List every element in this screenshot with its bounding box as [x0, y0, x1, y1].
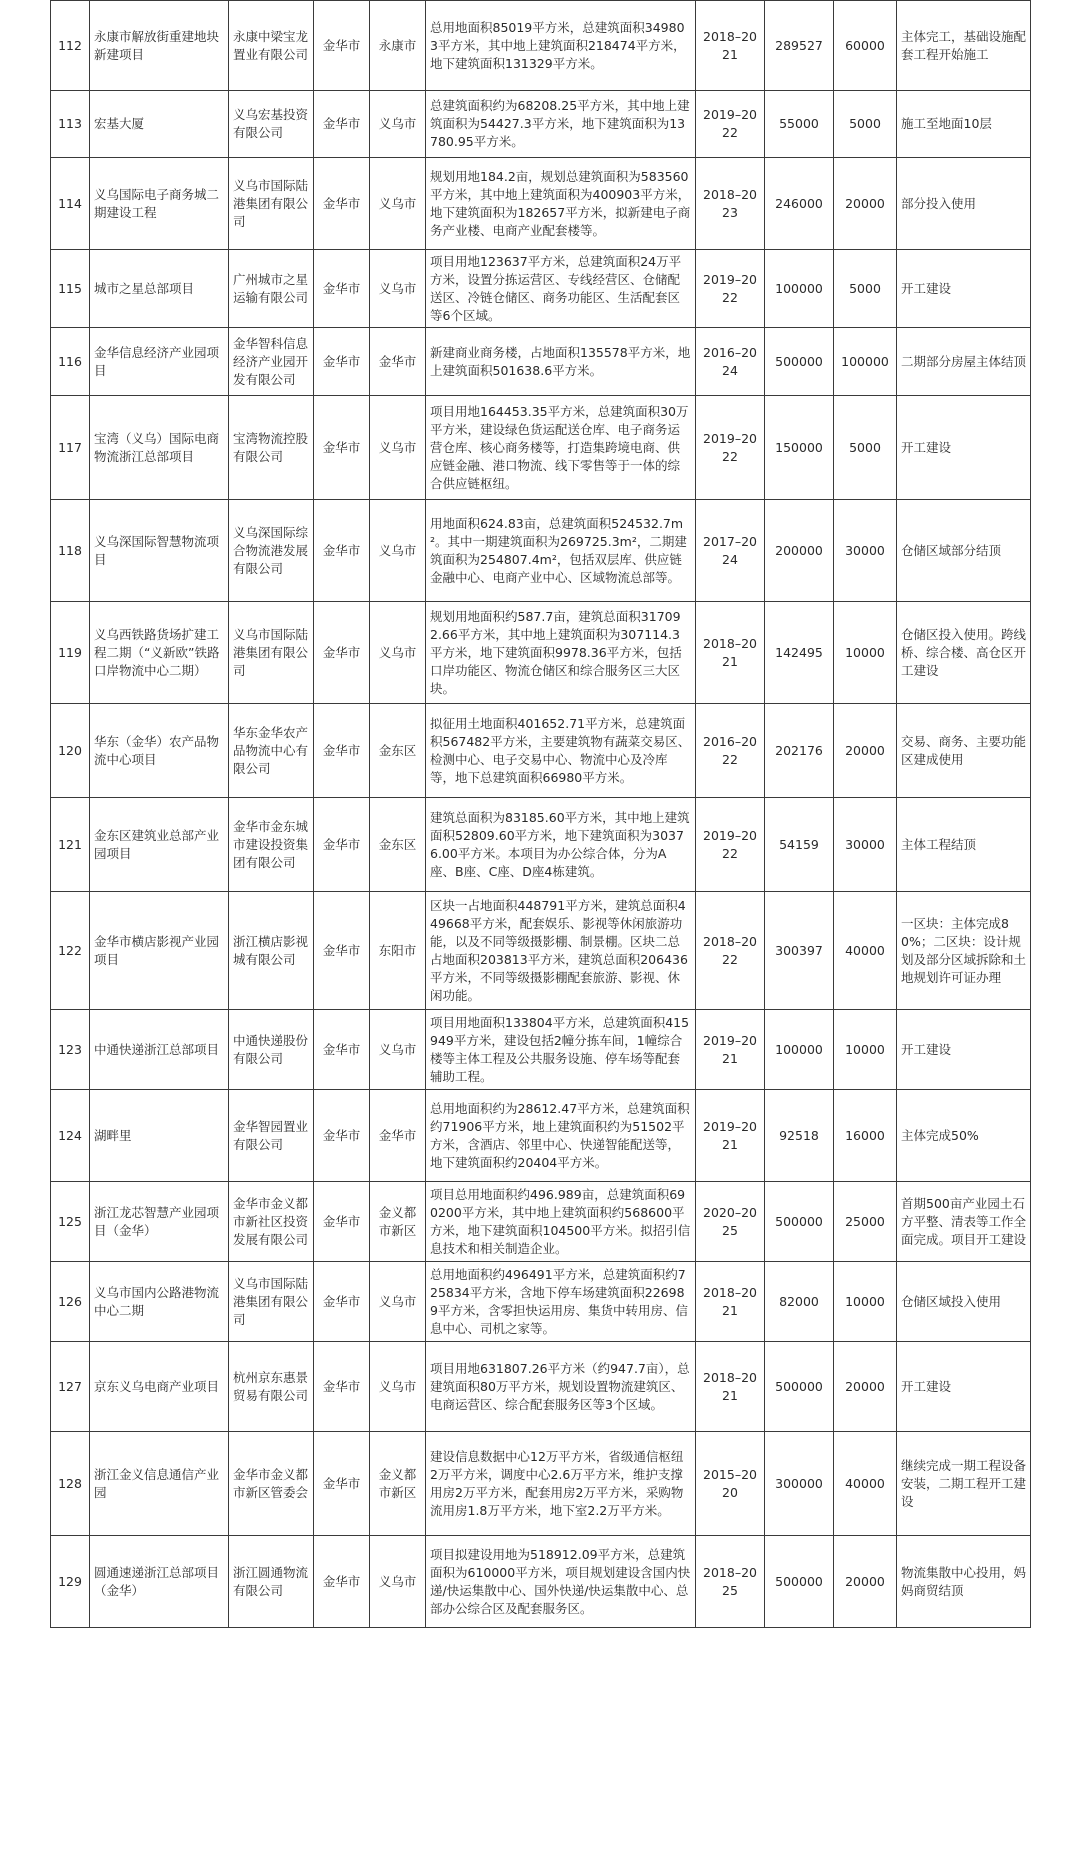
- project-description: 建设信息数据中心12万平方米，省级通信枢纽2万平方米，调度中心2.6万平方米，维护支撑用房2万平方米，配套用房2万平方米，采购物流用房1.8万平方米，地下室2.2万平方米。: [426, 1432, 696, 1536]
- row-number: 124: [51, 1090, 90, 1182]
- construction-period: 2018–2022: [696, 892, 765, 1010]
- construction-period: 2018–2021: [696, 1, 765, 91]
- city-name: 金华市: [314, 158, 370, 250]
- project-name: 华东（金华）农产品物流中心项目: [90, 704, 229, 798]
- table-row: [51, 1262, 1031, 1342]
- progress-status: 开工建设: [897, 250, 1031, 328]
- construction-period: 2018–2021: [696, 602, 765, 704]
- city-name: 金华市: [314, 91, 370, 158]
- total-investment: 246000: [765, 158, 834, 250]
- annual-investment: 20000: [834, 1536, 897, 1628]
- row-number: 126: [51, 1262, 90, 1342]
- county-name: 义乌市: [370, 1536, 426, 1628]
- row-number: 120: [51, 704, 90, 798]
- construction-period: 2016–2024: [696, 328, 765, 396]
- county-name: 金华市: [370, 328, 426, 396]
- table-row: [51, 1536, 1031, 1628]
- city-name: 金华市: [314, 1010, 370, 1090]
- annual-investment: 20000: [834, 1342, 897, 1432]
- total-investment: 202176: [765, 704, 834, 798]
- county-name: 金华市: [370, 1090, 426, 1182]
- county-name: 金义都市新区: [370, 1432, 426, 1536]
- city-name: 金华市: [314, 1536, 370, 1628]
- city-name: 金华市: [314, 892, 370, 1010]
- progress-status: 主体完成50%: [897, 1090, 1031, 1182]
- project-description: 项目用地631807.26平方米（约947.7亩），总建筑面积80万平方米，规划设置物流建筑区、电商运营区、综合配套服务区等3个区域。: [426, 1342, 696, 1432]
- construction-period: 2017–2024: [696, 500, 765, 602]
- annual-investment: 5000: [834, 250, 897, 328]
- project-description: 总用地面积约496491平方米，总建筑面积约725834平方米，含地下停车场建筑面积226989平方米，含零担快运用房、集货中转用房、信息中心、司机之家等。: [426, 1262, 696, 1342]
- progress-status: 开工建设: [897, 1342, 1031, 1432]
- table-body: [51, 1, 1031, 1628]
- county-name: 义乌市: [370, 1010, 426, 1090]
- company-name: 金华市金义都市新社区投资发展有限公司: [229, 1182, 314, 1262]
- row-number: 121: [51, 798, 90, 892]
- project-description: 拟征用土地面积401652.71平方米，总建筑面积567482平方米，主要建筑物有蔬菜交易区、检测中心、电子交易中心、物流中心及冷库等，地下总建筑面积66980平方米。: [426, 704, 696, 798]
- company-name: 义乌宏基投资有限公司: [229, 91, 314, 158]
- project-name: 金华信息经济产业园项目: [90, 328, 229, 396]
- row-number: 128: [51, 1432, 90, 1536]
- row-number: 115: [51, 250, 90, 328]
- progress-status: 施工至地面10层: [897, 91, 1031, 158]
- project-description: 总建筑面积约为68208.25平方米，其中地上建筑面积为54427.3平方米，地下建筑面积为13780.95平方米。: [426, 91, 696, 158]
- county-name: 义乌市: [370, 158, 426, 250]
- progress-status: 仓储区域投入使用: [897, 1262, 1031, 1342]
- annual-investment: 10000: [834, 1262, 897, 1342]
- row-number: 118: [51, 500, 90, 602]
- county-name: 义乌市: [370, 250, 426, 328]
- company-name: 广州城市之星运输有限公司: [229, 250, 314, 328]
- company-name: 金华市金义都市新区管委会: [229, 1432, 314, 1536]
- county-name: 永康市: [370, 1, 426, 91]
- annual-investment: 40000: [834, 1432, 897, 1536]
- county-name: 金义都市新区: [370, 1182, 426, 1262]
- city-name: 金华市: [314, 250, 370, 328]
- city-name: 金华市: [314, 1432, 370, 1536]
- progress-status: 开工建设: [897, 396, 1031, 500]
- construction-period: 2019–2021: [696, 1090, 765, 1182]
- county-name: 义乌市: [370, 602, 426, 704]
- progress-status: 一区块：主体完成80%；二区块：设计规划及部分区域拆除和土地规划许可证办理: [897, 892, 1031, 1010]
- table-row: [51, 500, 1031, 602]
- total-investment: 142495: [765, 602, 834, 704]
- total-investment: 289527: [765, 1, 834, 91]
- annual-investment: 10000: [834, 1010, 897, 1090]
- project-name: 浙江龙芯智慧产业园项目（金华）: [90, 1182, 229, 1262]
- project-name: 浙江金义信息通信产业园: [90, 1432, 229, 1536]
- table-row: [51, 1, 1031, 91]
- row-number: 123: [51, 1010, 90, 1090]
- county-name: 金东区: [370, 798, 426, 892]
- table-row: [51, 158, 1031, 250]
- project-name: 义乌市国内公路港物流中心二期: [90, 1262, 229, 1342]
- annual-investment: 40000: [834, 892, 897, 1010]
- county-name: 义乌市: [370, 91, 426, 158]
- row-number: 113: [51, 91, 90, 158]
- annual-investment: 10000: [834, 602, 897, 704]
- company-name: 中通快递股份有限公司: [229, 1010, 314, 1090]
- table-row: [51, 1342, 1031, 1432]
- company-name: 浙江圆通物流有限公司: [229, 1536, 314, 1628]
- county-name: 义乌市: [370, 1342, 426, 1432]
- progress-status: 仓储区域部分结顶: [897, 500, 1031, 602]
- progress-status: 交易、商务、主要功能区建成使用: [897, 704, 1031, 798]
- company-name: 永康中梁宝龙置业有限公司: [229, 1, 314, 91]
- project-description: 项目用地123637平方米，总建筑面积24万平方米，设置分拣运营区、专线经营区、仓储配送区、冷链仓储区、商务功能区、生活配套区等6个区域。: [426, 250, 696, 328]
- row-number: 119: [51, 602, 90, 704]
- company-name: 杭州京东惠景贸易有限公司: [229, 1342, 314, 1432]
- city-name: 金华市: [314, 396, 370, 500]
- county-name: 金东区: [370, 704, 426, 798]
- project-table-wrapper: [50, 0, 1031, 1628]
- construction-period: 2019–2022: [696, 798, 765, 892]
- total-investment: 300000: [765, 1432, 834, 1536]
- total-investment: 500000: [765, 328, 834, 396]
- annual-investment: 30000: [834, 798, 897, 892]
- county-name: 东阳市: [370, 892, 426, 1010]
- total-investment: 200000: [765, 500, 834, 602]
- annual-investment: 16000: [834, 1090, 897, 1182]
- construction-period: 2018–2025: [696, 1536, 765, 1628]
- row-number: 129: [51, 1536, 90, 1628]
- project-description: 总用地面积85019平方米，总建筑面积349803平方米，其中地上建筑面积218474平方米，地下建筑面积131329平方米。: [426, 1, 696, 91]
- construction-period: 2019–2022: [696, 396, 765, 500]
- progress-status: 二期部分房屋主体结顶: [897, 328, 1031, 396]
- city-name: 金华市: [314, 1262, 370, 1342]
- project-description: 总用地面积约为28612.47平方米，总建筑面积约71906平方米，地上建筑面积约为51502平方米，含酒店、邻里中心、快递智能配送等，地下建筑面积约20404平方米。: [426, 1090, 696, 1182]
- project-name: 京东义乌电商产业项目: [90, 1342, 229, 1432]
- progress-status: 物流集散中心投用，妈妈商贸结顶: [897, 1536, 1031, 1628]
- company-name: 金华智园置业有限公司: [229, 1090, 314, 1182]
- project-name: 金东区建筑业总部产业园项目: [90, 798, 229, 892]
- project-description: 项目拟建设用地为518912.09平方米，总建筑面积为610000平方米，项目规划建设含国内快递/快运集散中心、国外快递/快运集散中心、总部办公综合区及配套服务区。: [426, 1536, 696, 1628]
- table-row: [51, 602, 1031, 704]
- progress-status: 部分投入使用: [897, 158, 1031, 250]
- city-name: 金华市: [314, 328, 370, 396]
- table-row: [51, 328, 1031, 396]
- county-name: 义乌市: [370, 1262, 426, 1342]
- total-investment: 100000: [765, 1010, 834, 1090]
- total-investment: 500000: [765, 1536, 834, 1628]
- table-row: [51, 1010, 1031, 1090]
- table-row: [51, 798, 1031, 892]
- project-description: 区块一占地面积448791平方米，建筑总面积449668平方米，配套娱乐、影视等休闲旅游功能，以及不同等级摄影棚、制景棚。区块二总占地面积203813平方米，建筑总面积206436平方米，不同等级摄影棚配套旅游、影视、休闲功能。: [426, 892, 696, 1010]
- annual-investment: 30000: [834, 500, 897, 602]
- table-row: [51, 1182, 1031, 1262]
- table-row: [51, 1090, 1031, 1182]
- row-number: 117: [51, 396, 90, 500]
- annual-investment: 20000: [834, 158, 897, 250]
- city-name: 金华市: [314, 602, 370, 704]
- company-name: 华东金华农产品物流中心有限公司: [229, 704, 314, 798]
- annual-investment: 20000: [834, 704, 897, 798]
- city-name: 金华市: [314, 1342, 370, 1432]
- construction-period: 2015–2020: [696, 1432, 765, 1536]
- company-name: 浙江横店影视城有限公司: [229, 892, 314, 1010]
- project-description: 项目总用地面积约496.989亩，总建筑面积690200平方米，其中地上建筑面积约568600平方米，地下建筑面积104500平方米。拟招引信息技术和相关制造企业。: [426, 1182, 696, 1262]
- total-investment: 300397: [765, 892, 834, 1010]
- company-name: 宝湾物流控股有限公司: [229, 396, 314, 500]
- annual-investment: 100000: [834, 328, 897, 396]
- project-name: 城市之星总部项目: [90, 250, 229, 328]
- project-description: 规划用地184.2亩，规划总建筑面积为583560平方米，其中地上建筑面积为400903平方米，地下建筑面积为182657平方米，拟新建电子商务产业楼、电商产业配套楼等。: [426, 158, 696, 250]
- row-number: 114: [51, 158, 90, 250]
- total-investment: 55000: [765, 91, 834, 158]
- row-number: 125: [51, 1182, 90, 1262]
- table-row: [51, 892, 1031, 1010]
- company-name: 义乌市国际陆港集团有限公司: [229, 602, 314, 704]
- project-name: 中通快递浙江总部项目: [90, 1010, 229, 1090]
- annual-investment: 5000: [834, 396, 897, 500]
- construction-period: 2020–2025: [696, 1182, 765, 1262]
- project-description: 新建商业商务楼，占地面积135578平方米，地上建筑面积501638.6平方米。: [426, 328, 696, 396]
- row-number: 116: [51, 328, 90, 396]
- total-investment: 82000: [765, 1262, 834, 1342]
- company-name: 义乌深国际综合物流港发展有限公司: [229, 500, 314, 602]
- table-row: [51, 250, 1031, 328]
- construction-period: 2019–2021: [696, 1010, 765, 1090]
- construction-period: 2019–2022: [696, 91, 765, 158]
- progress-status: 继续完成一期工程设备安装，二期工程开工建设: [897, 1432, 1031, 1536]
- row-number: 112: [51, 1, 90, 91]
- company-name: 金华市金东城市建设投资集团有限公司: [229, 798, 314, 892]
- total-investment: 500000: [765, 1182, 834, 1262]
- progress-status: 首期500亩产业园土石方平整、清表等工作全面完成。项目开工建设: [897, 1182, 1031, 1262]
- company-name: 义乌市国际陆港集团有限公司: [229, 1262, 314, 1342]
- total-investment: 54159: [765, 798, 834, 892]
- project-name: 义乌西铁路货场扩建工程二期（“义新欧”铁路口岸物流中心二期）: [90, 602, 229, 704]
- project-description: 规划用地面积约587.7亩，建筑总面积317092.66平方米，其中地上建筑面积为307114.3平方米，地下建筑面积9978.36平方米，包括口岸功能区、物流仓储区和综合服务区三大区块。: [426, 602, 696, 704]
- construction-period: 2019–2022: [696, 250, 765, 328]
- county-name: 义乌市: [370, 500, 426, 602]
- city-name: 金华市: [314, 798, 370, 892]
- county-name: 义乌市: [370, 396, 426, 500]
- total-investment: 150000: [765, 396, 834, 500]
- annual-investment: 25000: [834, 1182, 897, 1262]
- city-name: 金华市: [314, 1182, 370, 1262]
- table-row: [51, 396, 1031, 500]
- total-investment: 500000: [765, 1342, 834, 1432]
- progress-status: 主体完工，基础设施配套工程开始施工: [897, 1, 1031, 91]
- city-name: 金华市: [314, 1090, 370, 1182]
- annual-investment: 60000: [834, 1, 897, 91]
- project-description: 建筑总面积为83185.60平方米，其中地上建筑面积52809.60平方米，地下建筑面积为30376.00平方米。本项目为办公综合体，分为A座、B座、C座、D座4栋建筑。: [426, 798, 696, 892]
- project-name: 湖畔里: [90, 1090, 229, 1182]
- company-name: 金华智科信息经济产业园开发有限公司: [229, 328, 314, 396]
- project-description: 项目用地面积133804平方米，总建筑面积415949平方米，建设包括2幢分拣车间，1幢综合楼等主体工程及公共服务设施、停车场等配套辅助工程。: [426, 1010, 696, 1090]
- progress-status: 仓储区投入使用。跨线桥、综合楼、高仓区开工建设: [897, 602, 1031, 704]
- row-number: 122: [51, 892, 90, 1010]
- project-name: 永康市解放街重建地块新建项目: [90, 1, 229, 91]
- city-name: 金华市: [314, 704, 370, 798]
- annual-investment: 5000: [834, 91, 897, 158]
- project-name: 宏基大厦: [90, 91, 229, 158]
- row-number: 127: [51, 1342, 90, 1432]
- total-investment: 100000: [765, 250, 834, 328]
- progress-status: 主体工程结顶: [897, 798, 1031, 892]
- table-row: [51, 91, 1031, 158]
- project-description: 用地面积624.83亩，总建筑面积524532.7m²。其中一期建筑面积为269725.3m²，二期建筑面积为254807.4m²，包括双层库、供应链金融中心、电商产业中心、区域物流总部等。: [426, 500, 696, 602]
- progress-status: 开工建设: [897, 1010, 1031, 1090]
- construction-period: 2018–2021: [696, 1342, 765, 1432]
- city-name: 金华市: [314, 500, 370, 602]
- construction-period: 2018–2023: [696, 158, 765, 250]
- project-description: 项目用地164453.35平方米，总建筑面积30万平方米，建设绿色货运配送仓库、电子商务运营仓库、核心商务楼等，打造集跨境电商、供应链金融、港口物流、线下零售等于一体的综合供应链枢纽。: [426, 396, 696, 500]
- construction-period: 2016–2022: [696, 704, 765, 798]
- total-investment: 92518: [765, 1090, 834, 1182]
- company-name: 义乌市国际陆港集团有限公司: [229, 158, 314, 250]
- project-name: 圆通速递浙江总部项目（金华）: [90, 1536, 229, 1628]
- project-name: 宝湾（义乌）国际电商物流浙江总部项目: [90, 396, 229, 500]
- project-table: [50, 0, 1031, 1628]
- project-name: 义乌国际电子商务城二期建设工程: [90, 158, 229, 250]
- project-name: 义乌深国际智慧物流项目: [90, 500, 229, 602]
- city-name: 金华市: [314, 1, 370, 91]
- construction-period: 2018–2021: [696, 1262, 765, 1342]
- table-row: [51, 1432, 1031, 1536]
- project-name: 金华市横店影视产业园项目: [90, 892, 229, 1010]
- table-row: [51, 704, 1031, 798]
